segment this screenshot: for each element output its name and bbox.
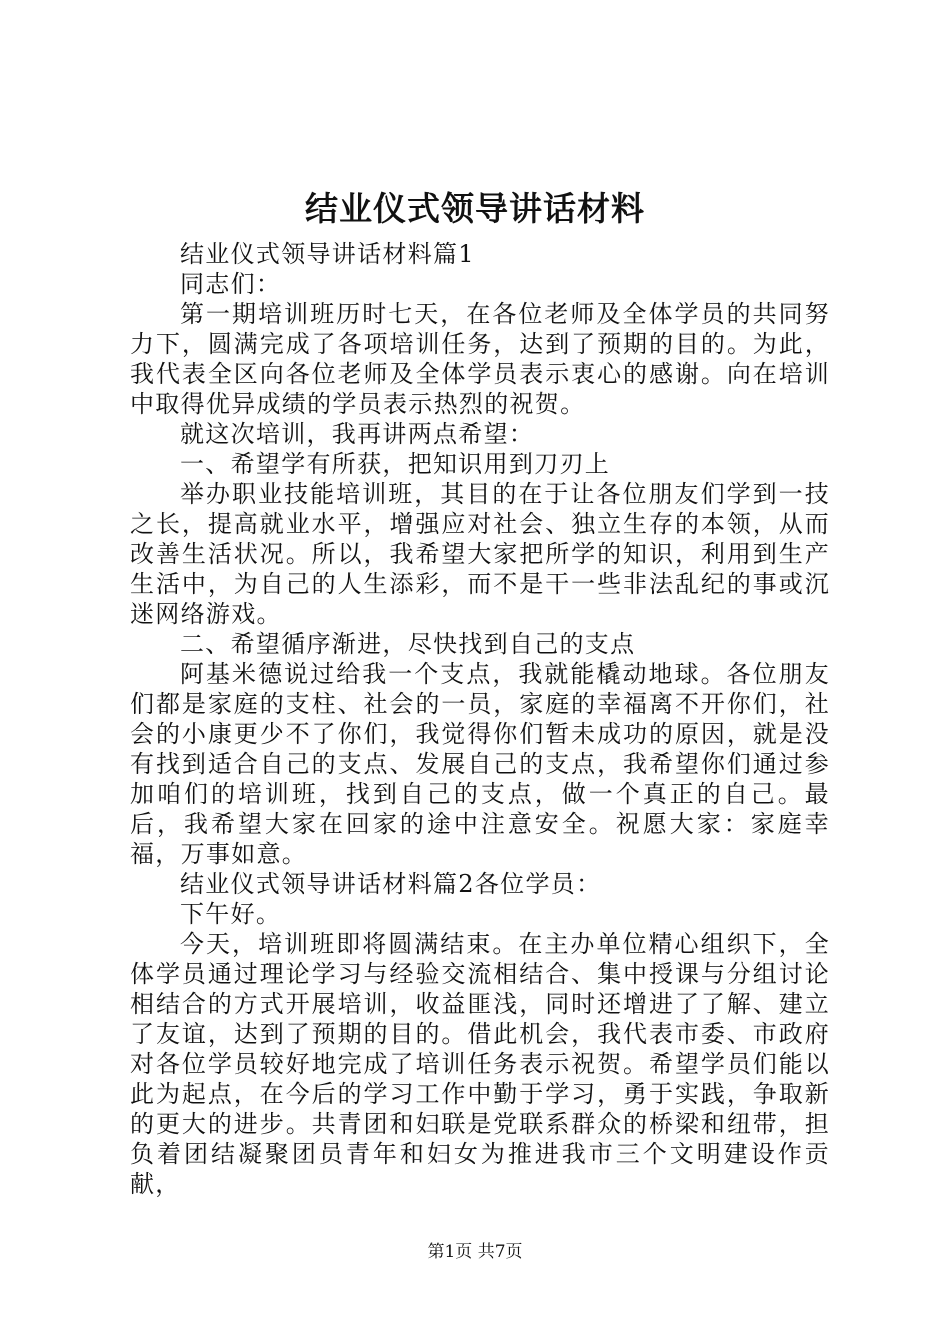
salutation: 同志们： bbox=[180, 270, 282, 298]
paragraph: 第一期培训班历时七天，在各位老师及全体学员的共同努力下，圆满完成了各项培训任务，达到了预期的目的。为此，我代表全区向各位老师及全体学员表示衷心的感谢。向在培训中取得优异成绩的学员表示热烈的祝贺。 bbox=[130, 300, 830, 418]
paragraph: 就这次培训，我再讲两点希望： bbox=[180, 420, 535, 448]
heading-part-1: 结业仪式领导讲话材料篇1 bbox=[180, 240, 475, 268]
document-title: 结业仪式领导讲话材料 bbox=[305, 189, 645, 228]
section-heading-1: 一、希望学有所获，把知识用到刀刃上 bbox=[180, 450, 611, 478]
paragraph: 今天，培训班即将圆满结束。在主办单位精心组织下，全体学员通过理论学习与经验交流相结合、集中授课与分组讨论相结合的方式开展培训，收益匪浅，同时还增进了了解、建立了友谊，达到了预期的目的。借此机会，我代表市委、市政府对各位学员较好地完成了培训任务表示祝贺。希望学员们能以此为起点，在今后的学习工作中勤于学习，勇于实践，争取新的更大的进步。共青团和妇联是党联系群众的桥梁和纽带，担负着团结凝聚团员青年和妇女为推进我市三个文明建设作贡献， bbox=[130, 930, 830, 1198]
section-heading-2: 二、希望循序渐进，尽快找到自己的支点 bbox=[180, 630, 636, 658]
heading-part-2: 结业仪式领导讲话材料篇2各位学员： bbox=[180, 870, 602, 898]
document-body bbox=[130, 239, 830, 1199]
paragraph: 阿基米德说过给我一个支点，我就能橇动地球。各位朋友们都是家庭的支柱、社会的一员，家庭的幸福离不开你们，社会的小康更少不了你们，我觉得你们暂未成功的原因，就是没有找到适合自己的支点、发展自己的支点，我希望你们通过参加咱们的培训班，找到自己的支点，做一个真正的自己。最后，我希望大家在回家的途中注意安全。祝愿大家：家庭幸福，万事如意。 bbox=[130, 660, 830, 868]
page-number-footer: 第1页 共7页 bbox=[427, 1242, 523, 1262]
paragraph: 举办职业技能培训班，其目的在于让各位朋友们学到一技之长，提高就业水平，增强应对社会、独立生存的本领，从而改善生活状况。所以，我希望大家把所学的知识，利用到生产生活中，为自己的人生添彩，而不是干一些非法乱纪的事或沉迷网络游戏。 bbox=[130, 480, 830, 628]
greeting: 下午好。 bbox=[180, 900, 282, 928]
